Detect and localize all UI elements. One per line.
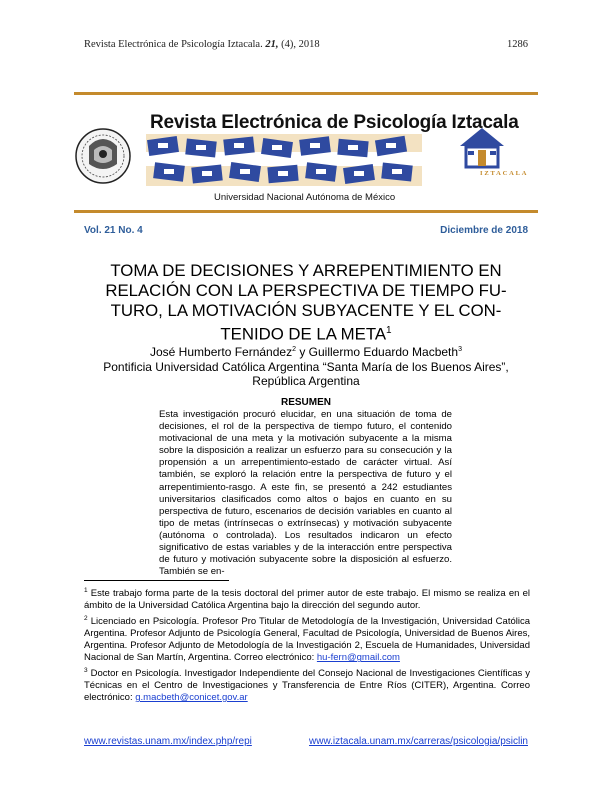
affiliation-country: República Argentina <box>252 374 360 388</box>
title-line: TENIDO DE LA META <box>220 324 387 344</box>
running-journal-name: Revista Electrónica de Psicología Iztacala. <box>84 39 263 50</box>
title-line: RELACIÓN CON LA PERSPECTIVA DE TIEMPO FU- <box>105 281 507 300</box>
unam-seal-logo <box>76 129 130 183</box>
abstract-text: Esta investigación procuró elucidar, en una situación de toma de decisiones, el rol de la perspectiva de tiempo futuro, el contenido motivacional de una meta y la motivación subyacente a la misma sobre la disposición a realizar un esfuerzo para su consecución y la propensión a un arrepentimiento-estado de carácter virtual. Así también, se exploró la relación entre la perspectiva de futuro y el arrepentimiento-rasgo. A este fin, se presentó a 242 estudiantes universitarios clasificados como altos o bajos en cuanto en su perspectiva de futuro, escenarios de decisión variables en cuanto al tipo de metas (intrínsecas o extrínsecas) y motivación subyacente (autónoma o controlada). Los resultados indicaron un efecto significativo de estas variables y de la interacción entre perspectiva de futuro y motivación subyacente sobre la disposición al esfuerzo. También se en- <box>159 409 452 578</box>
footnote-1 <box>84 585 530 613</box>
author-join: y <box>295 345 309 359</box>
title-line: TOMA DE DECISIONES Y ARREPENTIMIENTO EN <box>110 261 502 280</box>
footnote-number: 1 <box>84 587 88 594</box>
title-footnote-ref: 1 <box>386 325 392 336</box>
banner-bottom-rule <box>74 210 538 213</box>
page-number: 1286 <box>507 39 528 50</box>
article-title <box>84 261 528 345</box>
abstract-heading: RESUMEN <box>280 397 331 408</box>
date-label: Diciembre de 2018 <box>440 225 528 236</box>
footnote-number: 2 <box>84 614 88 622</box>
page-footer <box>84 736 528 747</box>
iztacala-label: IZTACALA <box>480 170 529 177</box>
banner-journal-title: Revista Electrónica de Psicología Iztacala <box>150 112 519 133</box>
author-line <box>84 343 528 360</box>
footnotes <box>84 585 530 704</box>
footer-link-revistas[interactable]: www.revistas.unam.mx/index.php/repi <box>84 736 252 747</box>
author-footnote-ref: 2 <box>292 346 296 353</box>
title-line-last <box>84 321 528 345</box>
running-citation <box>84 39 320 50</box>
authors-block <box>84 343 528 389</box>
footnote-2 <box>84 613 530 665</box>
author1-email-link[interactable]: hu-fern@gmail.com <box>316 652 400 664</box>
footnote-number: 3 <box>84 666 88 674</box>
author-name: José Humberto Fernández <box>150 345 293 359</box>
affiliation: Pontificia Universidad Católica Argentina “Santa María de los Buenos Aires”, <box>103 359 509 374</box>
running-volume: 21, <box>265 39 279 50</box>
issue-info <box>84 225 528 236</box>
banner-top-rule <box>74 92 538 95</box>
author-name: Guillermo Eduardo Macbeth <box>308 345 459 359</box>
footnote-text: Licenciado en Psicología. Profesor Pro Titular de Metodología de la Investigación, Universidad Católica Argentina. Profesor Adjunto de Psicología General, Facultad de Psicología, Universidad de Buenos Aires, Argentina. Profesor Adjunto de Metodología de la Investigación 2, Escuela de Humanidades, Universidad Nacional de San Martín, Argentina. Correo electrónico: <box>84 615 530 664</box>
footer-link-iztacala[interactable]: www.iztacala.unam.mx/carreras/psicologia/psiclin <box>309 736 528 747</box>
author-footnote-ref: 3 <box>458 346 462 353</box>
footnote-separator <box>84 580 229 581</box>
running-header <box>84 39 528 50</box>
title-line: TURO, LA MOTIVACIÓN SUBYACENTE Y EL CON- <box>110 301 502 320</box>
footnote-text: Este trabajo forma parte de la tesis doctoral del primer autor de este trabajo. El mismo se realiza en el ámbito de la Universidad Católica Argentina bajo la dirección del segundo autor. <box>84 588 530 612</box>
banner-pattern <box>146 134 422 186</box>
banner-university: Universidad Nacional Autónoma de México <box>214 192 396 203</box>
running-issue-year: (4), 2018 <box>281 39 320 50</box>
volume-label: Vol. 21 No. 4 <box>84 225 143 236</box>
author2-email-link[interactable]: g.macbeth@conicet.gov.ar <box>135 692 248 704</box>
footnote-text: Doctor en Psicología. Investigador Independiente del Consejo Nacional de Investigaciones Científicas y Técnicas en el Centro de Investigaciones y Transferencia de Entre Ríos (CITER), Argentina. Correo electrónico: <box>84 667 530 704</box>
footnote-3 <box>84 665 530 705</box>
